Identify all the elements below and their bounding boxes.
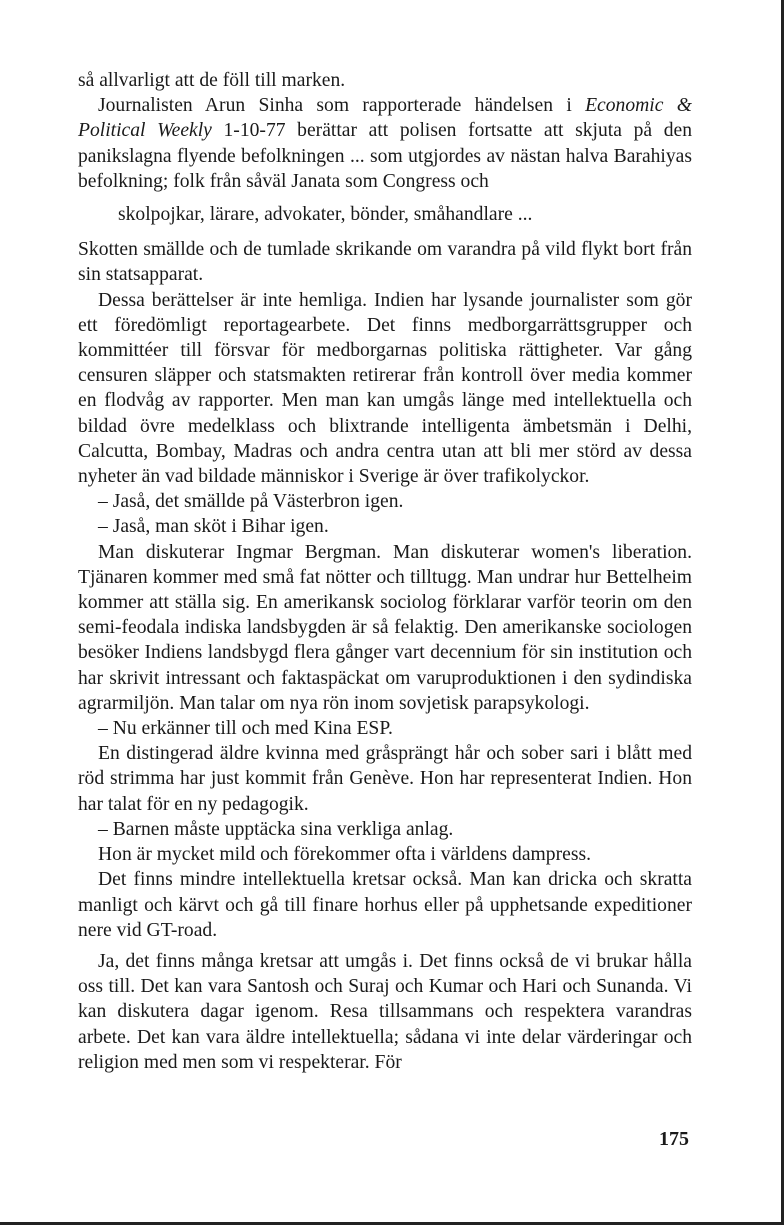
paragraph: – Jaså, det smällde på Västerbron igen.: [98, 491, 404, 513]
paragraph: Hon är mycket mild och förekommer ofta i världens dampress.: [98, 844, 591, 866]
paragraph: – Jaså, man sköt i Bihar igen.: [98, 516, 329, 538]
paragraph: Dessa berättelser är inte hemliga. Indien har lysande journalister som gör ett föredömligt reportagearbete. Det finns medborgarrättsgrupper och kommittéer till försvar för medborgarnas politiska rättigheter. Var gång censuren släpper och statsmakten retirerar från kontroll över media kommer en flodvåg av rapporter. Men man kan umgås länge med intellektuella och bildad övre medelklass och blixtrande intelligenta ämbetsmän i Delhi, Calcutta, Bombay, Madras och andra centra utan att bli mer störd av dessa nyheter än vad bildade människor i Sverige är över trafikolyckor.: [78, 289, 692, 488]
paragraph: skolpojkar, lärare, advokater, bönder, småhandlare ...: [118, 204, 533, 226]
paragraph: Man diskuterar Ingmar Bergman. Man diskuterar women's liberation. Tjänaren kommer med små fat nötter och tilltugg. Man undrar hur Bettelheim kommer att ställa sig. En amerikansk sociolog förklarar varför teorin om den semi-feodala indiska landsbygden är så felaktig. Den amerikanske sociologen besöker Indiens landsbygd flera gånger vart decennium för sin institution och har skrivit intressant och faktaspäckat om varuproduktionen i den sydindiska agrarmiljön. Man talar om nya rön inom sovjetisk parapsykologi.: [78, 541, 692, 714]
text-run: 1-10-77 berättar att polisen fortsatte att skjuta på den panikslagna flyende befolkningen ... som utgjordes av nästan halva Barahiyas befolkning; folk från såväl Janata som Congress och: [78, 120, 692, 192]
paragraph: En distingerad äldre kvinna med gråsprängt hår och sober sari i blått med röd strimma har just kommit från Genève. Hon har representerat Indien. Hon har talat för en ny pedagogik.: [78, 743, 692, 815]
body-text: [78, 68, 692, 1075]
paragraph: Det finns mindre intellektuella kretsar också. Man kan dricka och skratta manligt och kärvt och gå till finare horhus eller på upphetsande expeditioner nere vid GT-road.: [78, 869, 692, 941]
page-number: 175: [659, 1128, 689, 1150]
italic-title: Economic & Political Weekly: [78, 95, 692, 142]
paragraph: så allvarligt att de föll till marken.: [78, 70, 346, 91]
paragraph: – Barnen måste upptäcka sina verkliga anlag.: [98, 818, 454, 840]
paragraph: [78, 93, 692, 194]
paragraph: – Nu erkänner till och med Kina ESP.: [98, 718, 393, 740]
paragraph: Ja, det finns många kretsar att umgås i. Det finns också de vi brukar hålla oss till. Det kan vara Santosh och Suraj och Kumar och Hari och Sunanda. Vi kan diskutera dagar igenom. Resa tillsammans och respektera varandras arbete. Det kan vara äldre intellektuella; sådana vi inte delar värderingar och religion med men som vi respekterar. För: [78, 950, 692, 1073]
paragraph: Skotten smällde och de tumlade skrikande om varandra på vild flykt bort från sin statsapparat.: [78, 239, 692, 286]
text-run: Journalisten Arun Sinha som rapporterade händelsen i: [98, 95, 586, 117]
